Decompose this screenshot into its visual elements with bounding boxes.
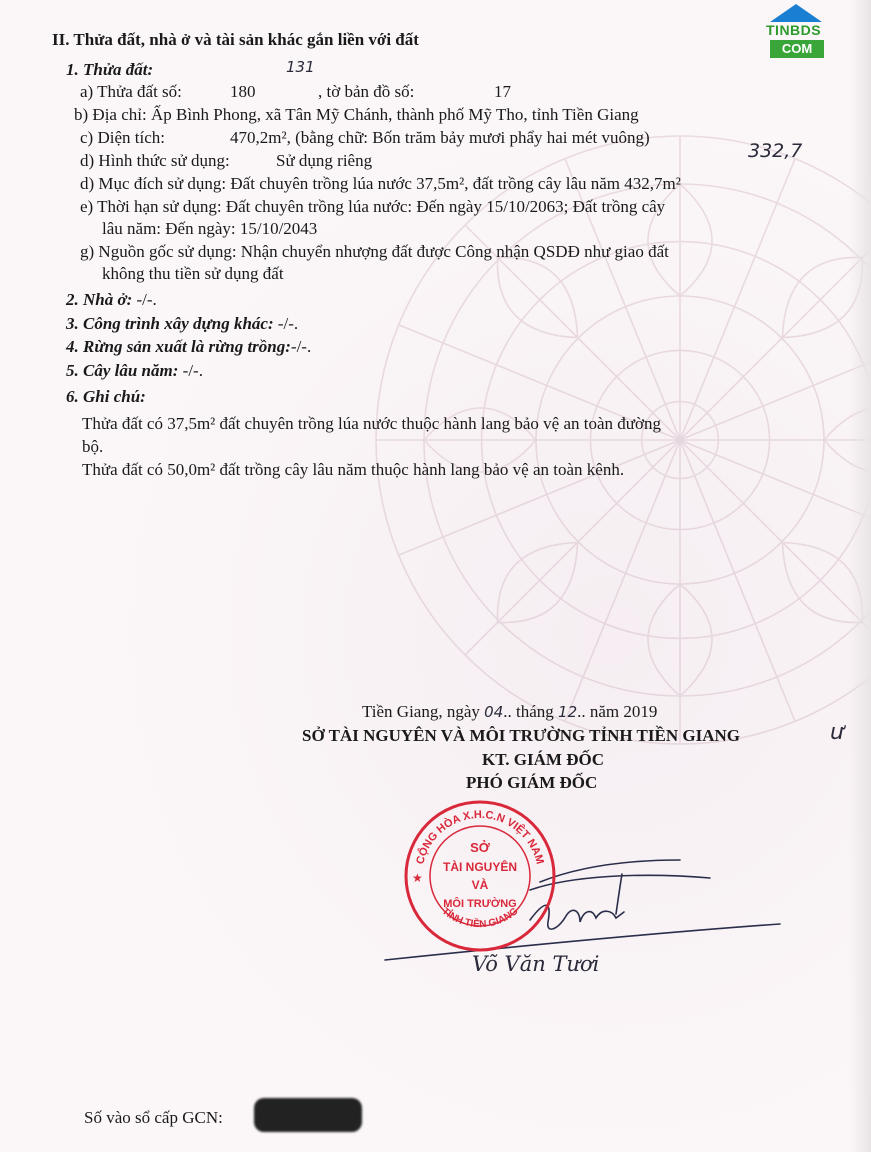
- stamp-star-icon: ★: [412, 871, 423, 885]
- purpose-line: d) Mục đích sử dụng: Đất chuyên trồng lúa nước 37,5m², đất trồng cây lâu năm 432,7m²: [80, 174, 681, 193]
- stamp-line-3: VÀ: [471, 878, 489, 892]
- forest-heading: 4. Rừng sản xuất là rừng trồng:: [66, 337, 291, 356]
- term-line-1: e) Thời hạn sử dụng: Đất chuyên trồng lúa nước: Đến ngày 15/10/2063; Đất trồng cây: [80, 197, 666, 216]
- section-title: II. Thửa đất, nhà ở và tài sản khác gắn liền với đất: [52, 30, 419, 49]
- note-line-1: Thửa đất có 37,5m² đất chuyên trồng lúa nước thuộc hành lang bảo vệ an toàn đường: [82, 414, 661, 433]
- term-line-2: lâu năm: Đến ngày: 15/10/2043: [102, 219, 318, 238]
- stamp-line-2: TÀI NGUYÊN: [442, 860, 518, 874]
- map-number: 17: [494, 82, 511, 101]
- stamp-outer-text: CỘNG HÒA X.H.C.N VIỆT NAM: [414, 808, 546, 866]
- area-label: c) Diện tích:: [80, 128, 165, 147]
- notes-heading: 6. Ghi chú:: [66, 387, 146, 406]
- logo-text: TINBDS: [766, 22, 822, 38]
- address-line: b) Địa chỉ: Ấp Bình Phong, xã Tân Mỹ Chánh, thành phố Mỹ Tho, tỉnh Tiền Giang: [74, 105, 639, 124]
- house-roof-icon: [770, 4, 822, 22]
- date-year: năm 2019: [589, 702, 658, 721]
- land-heading: 1. Thửa đất:: [66, 60, 154, 79]
- use-form-value: Sử dụng riêng: [276, 151, 373, 170]
- date-day: 04: [484, 703, 504, 721]
- page-edge-shadow: [849, 0, 871, 1152]
- construction-value: -/-.: [277, 314, 299, 333]
- signing-date: Tiền Giang, ngày 04.. tháng 12.. năm 2019: [362, 702, 658, 721]
- origin-line-2: không thu tiền sử dụng đất: [102, 264, 284, 283]
- date-month: 12: [558, 703, 578, 721]
- forest-value: -/-.: [290, 337, 312, 356]
- stamp-line-4: MÔI TRƯỜNG: [443, 898, 517, 910]
- tinbds-logo: [766, 4, 826, 62]
- area-value: 470,2m², (bằng chữ: Bốn trăm bảy mươi phẩy hai mét vuông): [230, 128, 650, 147]
- gcn-book-label: Số vào sổ cấp GCN:: [84, 1108, 223, 1127]
- use-form-label: d) Hình thức sử dụng:: [80, 151, 230, 170]
- handwritten-area-note: 332,7: [748, 140, 803, 162]
- deputy-director: PHÓ GIÁM ĐỐC: [466, 773, 598, 792]
- date-prefix: Tiền Giang, ngày: [362, 702, 480, 721]
- logo-com-badge: COM: [770, 40, 824, 58]
- signer-name: Võ Văn Tươi: [472, 952, 600, 976]
- official-red-stamp: [400, 796, 560, 956]
- parcel-label: a) Thửa đất số:: [80, 82, 182, 101]
- stamp-line-1: SỞ: [470, 840, 490, 855]
- origin-line-1: g) Nguồn gốc sử dụng: Nhận chuyển nhượng đất được Công nhận QSDĐ như giao đất: [80, 242, 669, 261]
- handwritten-corner-mark: ư: [830, 720, 844, 745]
- house-value: -/-.: [136, 290, 157, 309]
- trees-heading: 5. Cây lâu năm:: [66, 361, 179, 380]
- construction-heading: 3. Công trình xây dựng khác:: [66, 314, 274, 333]
- note-line-3: Thửa đất có 50,0m² đất trồng cây lâu năm thuộc hành lang bảo vệ an toàn kênh.: [82, 460, 625, 479]
- note-line-2: bộ.: [82, 437, 104, 456]
- date-month-word: tháng: [516, 702, 554, 721]
- agency-name: SỞ TÀI NGUYÊN VÀ MÔI TRƯỜNG TỈNH TIỀN GIANG: [302, 726, 740, 745]
- trees-value: -/-.: [182, 361, 203, 380]
- handwritten-parcel-note: 131: [286, 58, 315, 76]
- parcel-number: 180: [230, 82, 256, 101]
- redacted-gcn-number: [254, 1098, 362, 1132]
- stamp-bottom-text: TỈNH TIỀN GIANG: [439, 905, 521, 931]
- map-label: , tờ bản đồ số:: [318, 82, 415, 101]
- house-heading: 2. Nhà ở:: [66, 290, 133, 309]
- kt-director: KT. GIÁM ĐỐC: [482, 750, 604, 769]
